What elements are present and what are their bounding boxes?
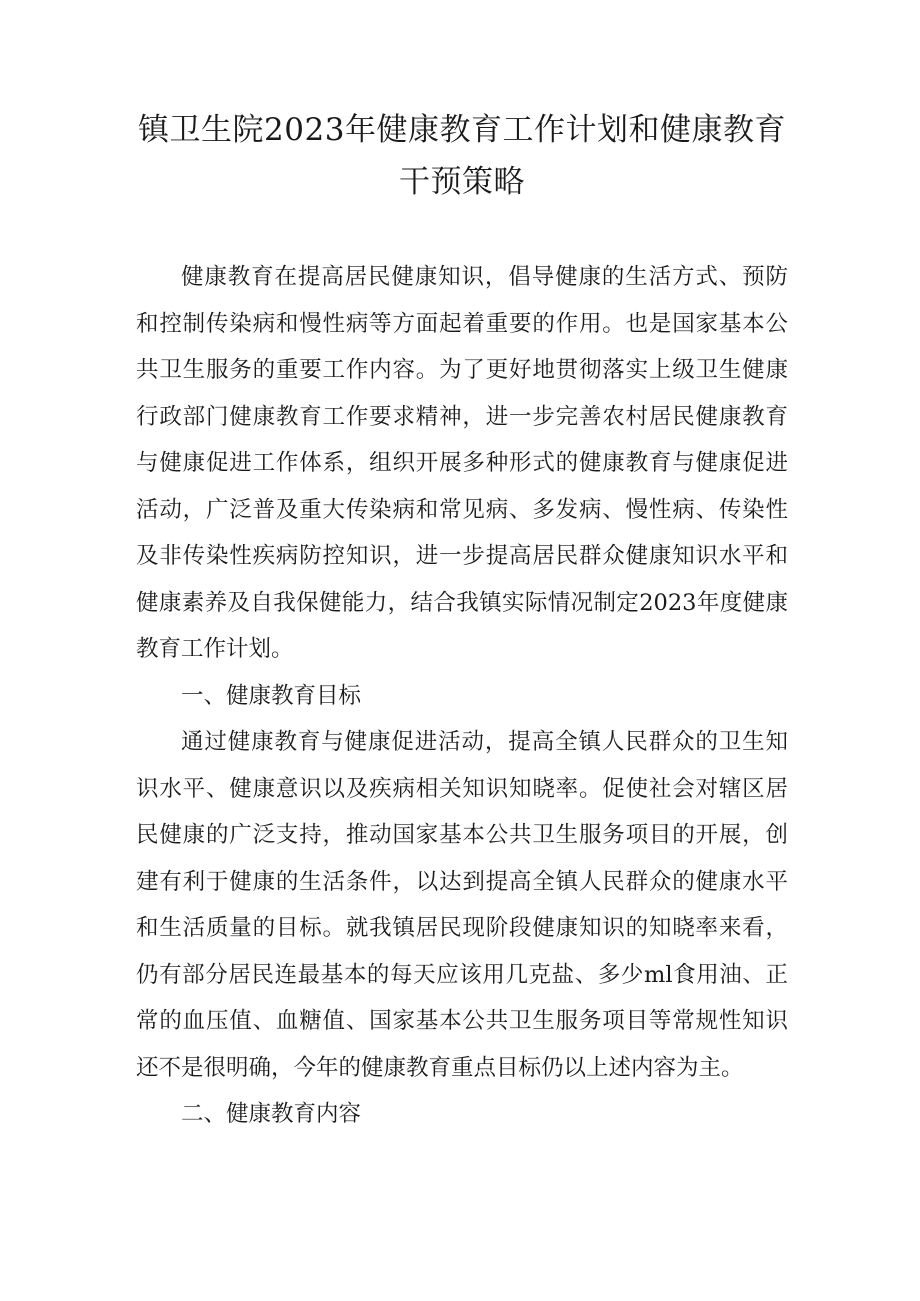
document-page (136, 104, 788, 1138)
document-body (136, 254, 788, 1138)
section-heading-goals: 一、健康教育目标 (181, 682, 362, 709)
document-title (136, 104, 788, 208)
title-line-2: 干预策略 (399, 164, 525, 200)
intro-paragraph: 健康教育在提高居民健康知识，倡导健康的生活方式、预防和控制传染病和慢性病等方面起着重要的作用。也是国家基本公共卫生服务的重要工作内容。为了更好地贯彻落实上级卫生健康行政部门健康教育工作要求精神，进一步完善农村居民健康教育与健康促进工作体系，组织开展多种形式的健康教育与健康促进活动，广泛普及重大传染病和常见病、多发病、慢性病、传染性及非传染性疾病防控知识，进一步提高居民群众健康知识水平和健康素养及自我保健能力，结合我镇实际情况制定2023年度健康教育工作计划。 (136, 264, 788, 662)
goals-paragraph: 通过健康教育与健康促进活动，提高全镇人民群众的卫生知识水平、健康意识以及疾病相关知识知晓率。促使社会对辖区居民健康的广泛支持，推动国家基本公共卫生服务项目的开展，创建有利于健康的生活条件，以达到提高全镇人民群众的健康水平和生活质量的目标。就我镇居民现阶段健康知识的知晓率来看，仍有部分居民连最基本的每天应该用几克盐、多少ml食用油、正常的血压值、血糖值、国家基本公共卫生服务项目等常规性知识还不是很明确，今年的健康教育重点目标仍以上述内容为主。 (136, 729, 788, 1081)
section-heading-content: 二、健康教育内容 (181, 1101, 362, 1127)
title-line-1: 镇卫生院2023年健康教育工作计划和健康教育 (138, 112, 786, 148)
